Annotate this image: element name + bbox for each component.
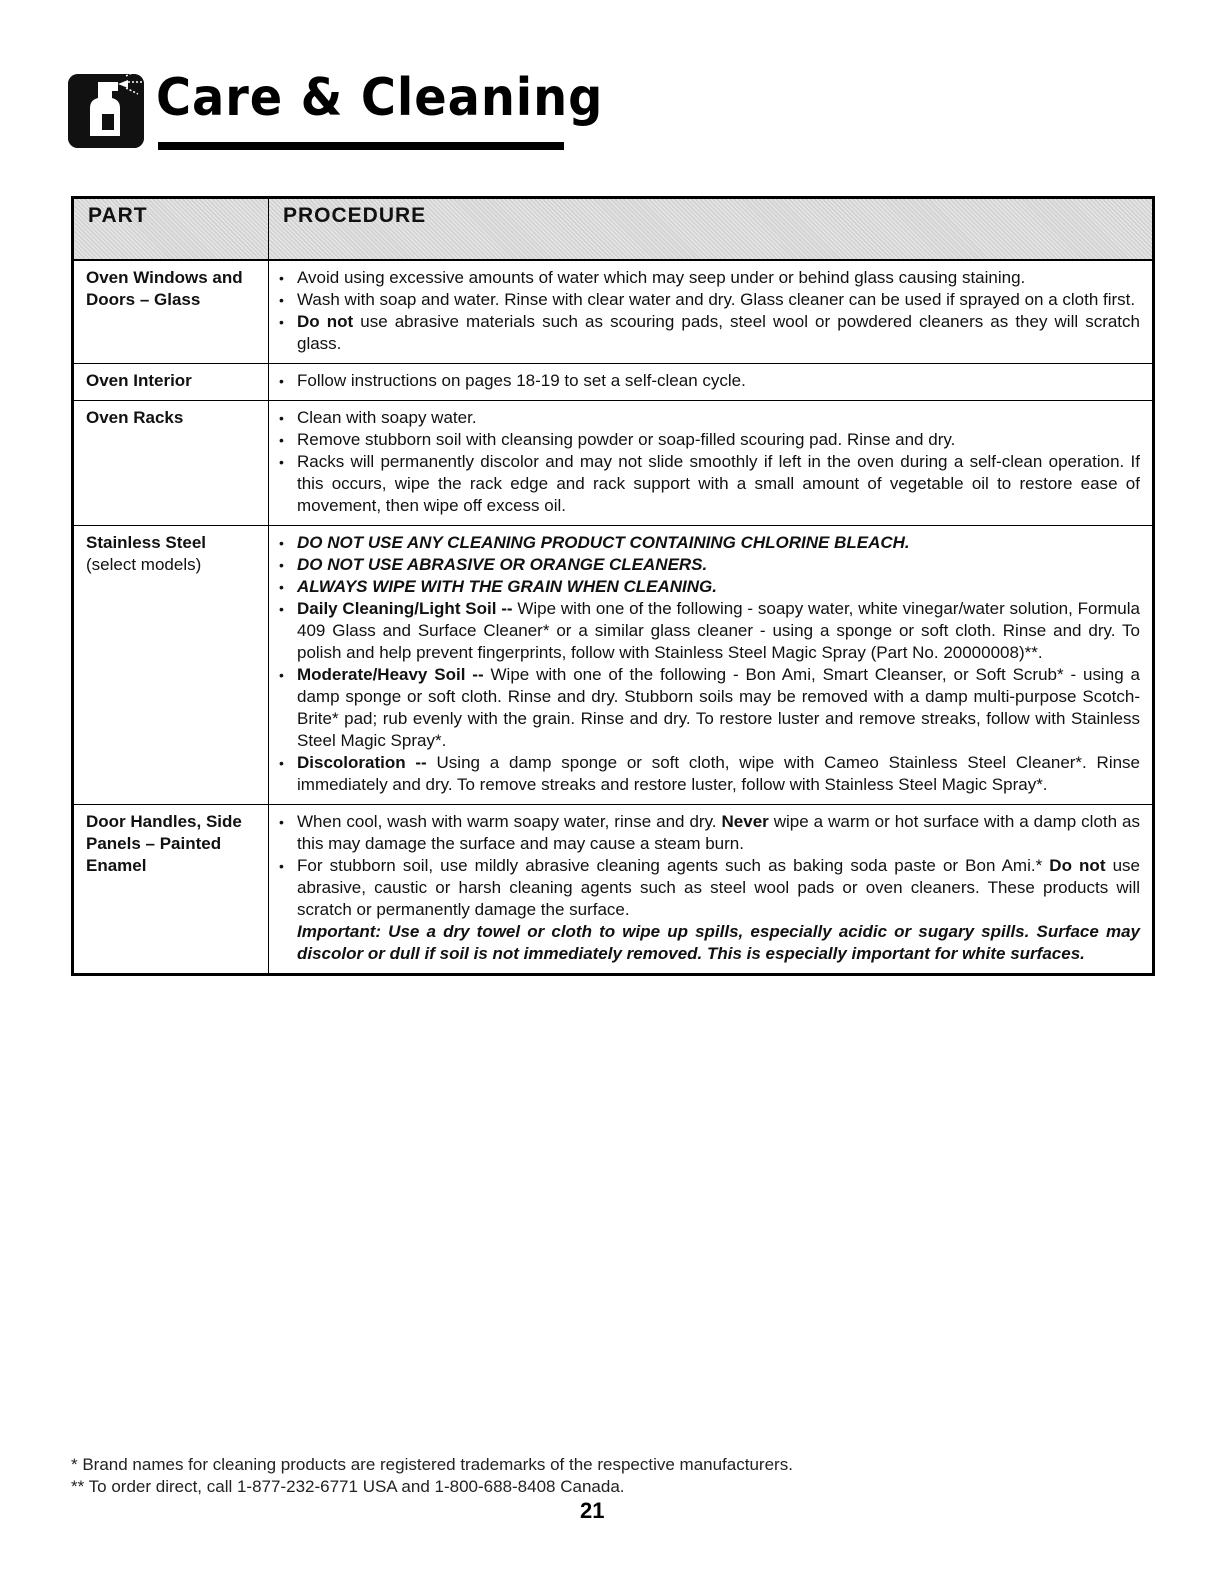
list-item: • Daily Cleaning/Light Soil -- Wipe with one of the following - soapy water, white vinegar/water solution, Formula 409 Glass and Surface Cleaner* or a similar glass cleaner - using a sponge or soft cloth. Rinse and dry. To polish and help prevent fingerprints, follow with Stainless Steel Magic Spray (Part No. 20000008)**. [277,598,1140,664]
page-title: Care & Cleaning [156,68,604,128]
part-name: Oven Windows and Doors – Glass [86,268,243,309]
part-name: Oven Racks [86,408,184,427]
procedure-list [277,370,1140,392]
list-item: • For stubborn soil, use mildly abrasive cleaning agents such as baking soda paste or Bon Ami.* Do not use abrasive, caustic or harsh cleaning agents such as steel wool pads or oven cleaners. These products will scratch or permanently damage the surface. [277,855,1140,921]
list-item: • Clean with soapy water. [277,407,1140,429]
part-name: Stainless Steel [86,533,207,552]
part-note: (select models) [86,555,202,574]
procedure-list [277,267,1140,355]
list-item: • Avoid using excessive amounts of water which may seep under or behind glass causing staining. [277,267,1140,289]
table-row [73,526,1154,805]
list-item: • DO NOT USE ANY CLEANING PRODUCT CONTAINING CHLORINE BLEACH. [277,532,1140,554]
page-header [68,68,604,154]
list-item: • Discoloration -- Using a damp sponge or soft cloth, wipe with Cameo Stainless Steel Cleaner*. Rinse immediately and dry. To remove streaks and restore luster, follow with Stainless Steel Magic Spray*. [277,752,1140,796]
procedure-list [277,407,1140,517]
list-item: • ALWAYS WIPE WITH THE GRAIN WHEN CLEANING. [277,576,1140,598]
header-part: PART [73,198,269,261]
table-header-row [73,198,1154,261]
list-item: • Do not use abrasive materials such as scouring pads, steel wool or powdered cleaners as they will scratch glass. [277,311,1140,355]
list-item: • DO NOT USE ABRASIVE OR ORANGE CLEANERS. [277,554,1140,576]
list-item: • Follow instructions on pages 18-19 to set a self-clean cycle. [277,370,1140,392]
list-item: • Remove stubborn soil with cleansing powder or soap-filled scouring pad. Rinse and dry. [277,429,1140,451]
table-row [73,260,1154,364]
list-item: • Wash with soap and water. Rinse with clear water and dry. Glass cleaner can be used if sprayed on a cloth first. [277,289,1140,311]
title-underline [158,142,564,150]
table-row [73,364,1154,401]
footnote: * Brand names for cleaning products are registered trademarks of the respective manufacturers. [71,1455,793,1474]
care-cleaning-table [71,196,1155,976]
table-row [73,401,1154,526]
spray-bottle-icon [68,74,144,148]
list-item: • When cool, wash with warm soapy water, rinse and dry. Never wipe a warm or hot surface with a damp cloth as this may damage the surface and may cause a steam burn. [277,811,1140,855]
header-procedure: PROCEDURE [269,198,1154,261]
footnote: ** To order direct, call 1-877-232-6771 USA and 1-800-688-8408 Canada. [71,1477,625,1496]
page-number: 21 [580,1498,605,1523]
list-item: • Racks will permanently discolor and may not slide smoothly if left in the oven during a self-clean operation. If this occurs, wipe the rack edge and rack support with a small amount of vegetable oil to restore ease of movement, then wipe off excess oil. [277,451,1140,517]
part-name: Door Handles, Side Panels – Painted Enamel [86,812,242,875]
table-row [73,805,1154,975]
part-name: Oven Interior [86,371,192,390]
list-item: • Moderate/Heavy Soil -- Wipe with one of the following - Bon Ami, Smart Cleanser, or Soft Scrub* - using a damp sponge or soft cloth. Rinse and dry. Stubborn soils may be removed with a damp multi-purpose Scotch-Brite* pad; rub evenly with the grain. Rinse and dry. To restore luster and remove streaks, follow with Stainless Steel Magic Spray*. [277,664,1140,752]
procedure-list [277,532,1140,796]
footnotes [71,1454,793,1498]
procedure-list [277,811,1140,965]
important-note: Important: Use a dry towel or cloth to wipe up spills, especially acidic or sugary spills. Surface may discolor or dull if soil is not immediately removed. This is especially important for white surfaces. [297,922,1140,963]
